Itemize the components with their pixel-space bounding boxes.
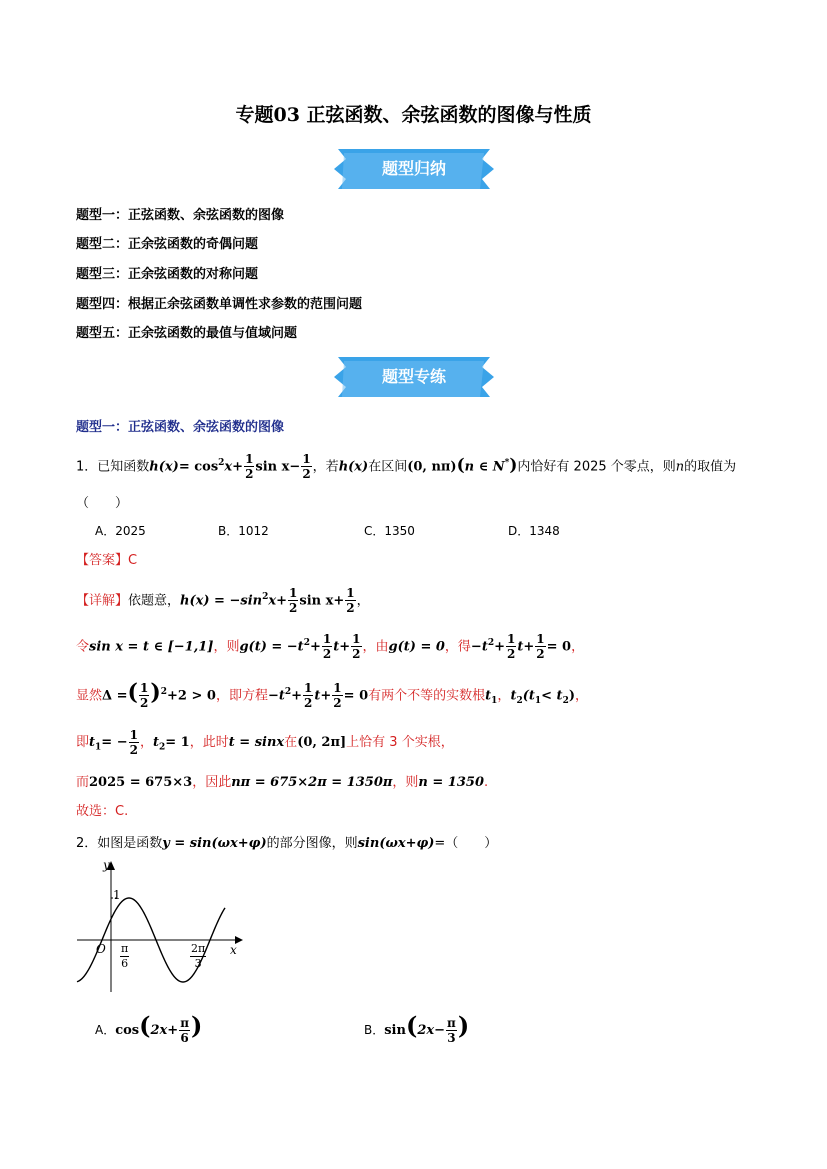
y-one-label: 1 [113,888,121,902]
detail-line-5: 而2025 = 675×3，因此nπ = 675×2π = 1350π，则n = 1350. [76,775,489,790]
x-label: x [230,943,237,957]
q2-option-a[interactable]: A．cos(2x+ $\frac{\pi}{6}$ ) [95,1011,203,1045]
banner-practice: 题型专练 [334,355,494,399]
detail-line-2: 令sin x = t ∈ [−1,1]，则$g(t) = -t^2+$ $\frac{1}{2}$ t+ $\frac{1}{2}$ ，由g(t) = 0，得$-t^2+$ $\frac{1}{2}$ t+ $\frac{1}{2}$ = 0， [76,632,585,662]
option-b[interactable]: B．1012 [218,524,269,538]
toc-item-5: 题型五：正余弦函数的最值与值域问题 [76,326,298,341]
option-d[interactable]: D．1348 [508,524,560,538]
question-1-paren: （ ） [76,496,129,511]
question-1: 1．已知函数$h(x)= \cos^2x+$ $\frac{1}{2}$ sin x− $\frac{1}{2}$ ，若h(x)在区间(0, nπ)(n ∈ N*)内恰好有 2025 个零点，则n的取值为 [76,452,737,482]
tick-2pi-3: $\frac{2\pi}{3}$ [191,942,206,970]
detail-line-3: 显然Δ =( $\frac{1}{2}$ )$^2$+2 > 0，即方程$-t^2+$ $\frac{1}{2}$ t+ $\frac{1}{2}$ = 0有两个不等的实数根$t_1$，$t_2(t_1< t_2)$， [76,679,589,711]
toc-item-1: 题型一：正弦函数、余弦函数的图像 [76,208,285,223]
sine-graph [75,858,245,1002]
answer: 【答案】C [76,553,138,568]
toc-item-2: 题型二：正余弦函数的奇偶问题 [76,237,259,252]
section-heading: 题型一：正弦函数、余弦函数的图像 [76,420,285,435]
origin-label: O [96,942,106,956]
banner-question-types: 题型归纳 [334,147,494,191]
y-label: y [103,858,110,872]
sine-graph-svg [75,858,245,998]
option-a[interactable]: A．2025 [95,524,146,538]
page-title: 专题03 正弦函数、余弦函数的图像与性质 [235,104,592,126]
tick-pi-6: $\frac{\pi}{6}$ [121,942,129,970]
question-2: 2．如图是函数y = sin(ωx+φ)的部分图像，则sin(ωx+φ)=（ ） [76,836,498,851]
toc-item-4: 题型四：根据正余弦函数单调性求参数的范围问题 [76,297,363,312]
option-c[interactable]: C．1350 [364,524,415,538]
q2-option-b[interactable]: B．sin(2x− $\frac{\pi}{3}$ ) [364,1011,470,1045]
detail-line-6: 故选：C. [76,804,129,819]
toc-item-3: 题型三：正余弦函数的对称问题 [76,267,259,282]
detail-line-1: 【详解】依题意，$h(x) = -\sin^2x+$ $\frac{1}{2}$ sin x+ $\frac{1}{2}$ ， [76,586,370,616]
detail-line-4: 即$t_1=$ − $\frac{1}{2}$ ，$t_2= 1$，此时t = sinx在(0, 2π]上恰有 3 个实根， [76,728,454,757]
